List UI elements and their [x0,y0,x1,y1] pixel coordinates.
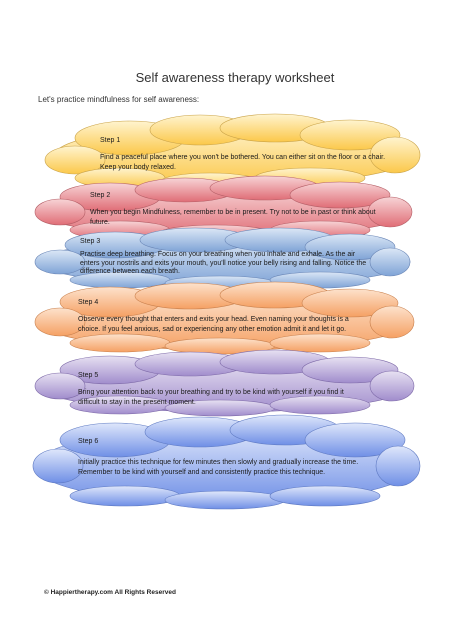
step-6-text: Initially practice this technique for few minutes then slowly and gradually increase the time. Remember to be kind with yourself and and consistently practice this technique. [78,459,359,476]
step-4 [78,299,368,334]
page-title: Self awareness therapy worksheet [135,70,335,85]
step-6 [78,438,368,477]
footer-copyright: © Happiertherapy.com All Rights Reserved [44,589,176,596]
step-5 [78,372,363,407]
step-5-text: Bring your attention back to your breathing and try to be kind with yourself if you find it difficult to stay in the present moment. [78,389,344,406]
step-3-text: Practise deep breathing. Focus on your breathing when you inhale and exhale. As the air enters your nostrils and exits your mouth, you'll notice your belly rising and falling. Notice the difference between each breath. [80,251,367,275]
step-2 [90,192,380,227]
step-6-label: Step 6 [78,438,99,445]
step-1 [100,137,390,172]
step-3 [80,238,375,277]
step-4-text: Observe every thought that enters and exits your head. Even naming your thoughts is a choice. If you feel anxious, sad or experiencing any other emotion admit it and let it go. [78,316,349,333]
step-2-text: When you begin Mindfulness, remember to be in present. Try not to be in past or think about future. [90,209,376,226]
step-2-label: Step 2 [90,192,111,199]
step-3-label: Step 3 [80,238,101,245]
step-1-text: Find a peaceful place where you won't be bothered. You can either sit on the floor or a chair. Keep your body relaxed. [100,154,386,171]
step-1-label: Step 1 [100,137,121,144]
step-4-label: Step 4 [78,299,99,306]
intro-text: Let's practice mindfulness for self awareness: [38,95,200,104]
step-5-label: Step 5 [78,372,99,379]
